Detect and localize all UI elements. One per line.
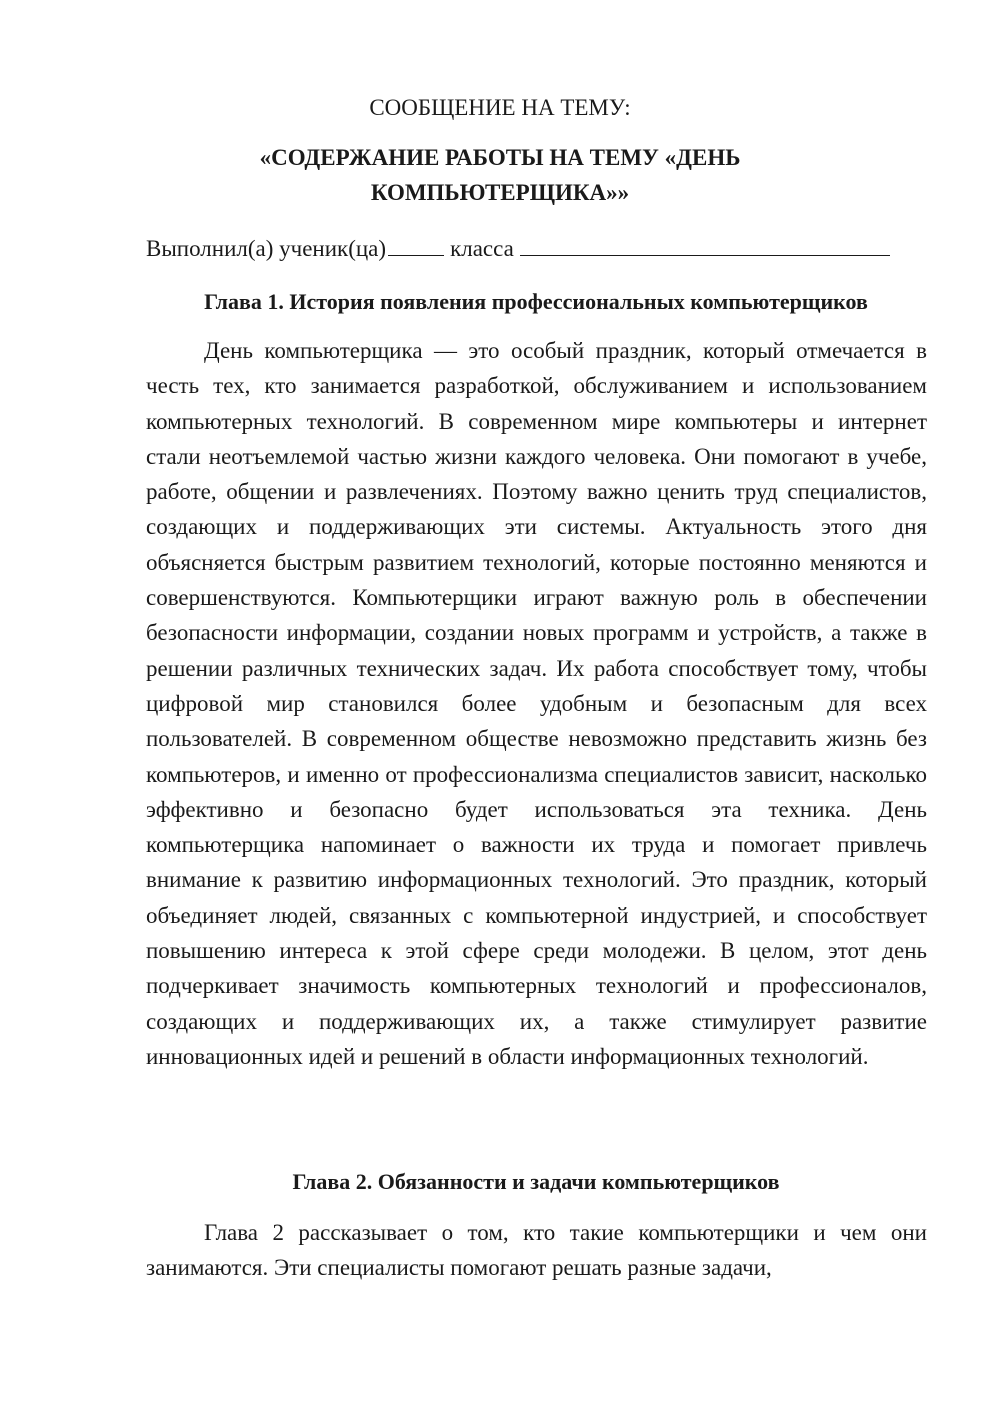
chapter-1-heading: Глава 1. История появления профессиональных компьютерщиков: [204, 289, 868, 314]
chapter-2-paragraph: Глава 2 рассказывает о том, кто такие компьютерщики и чем они занимаются. Эти специалисты помогают решать разные задачи,: [146, 1220, 927, 1281]
author-prefix: Выполнил(а) ученик(ца): [146, 236, 387, 261]
document-type-line: СООБЩЕНИЕ НА ТЕМУ:: [369, 95, 631, 120]
document-title-line-2: КОМПЬЮТЕРЩИКА»»: [370, 180, 630, 205]
name-blank-field[interactable]: [520, 233, 890, 256]
document-title-line-1: «СОДЕРЖАНИЕ РАБОТЫ НА ТЕМУ «ДЕНЬ: [259, 145, 741, 170]
chapter-1-paragraph: День компьютерщика — это особый праздник, который отмечается в честь тех, кто занимается разработкой, обслуживанием и использованием компьютерных технологий. В современном мире компьютеры и интернет стали неотъемлемой частью жизни каждого человека. Они помогают в учебе, работе, общении и развлечениях. Поэтому важно ценить труд специалистов, создающих и поддерживающих эти системы. Актуальность этого дня объясняется быстрым развитием технологий, которые постоянно меняются и совершенствуются. Компьютерщики играют важную роль в обеспечении безопасности информации, создании новых программ и устройств, а также в решении различных технических задач. Их работа способствует тому, чтобы цифровой мир становился более удобным и безопасным для всех пользователей. В современном обществе невозможно представить жизнь без компьютеров, и именно от профессионализма специалистов зависит, насколько эффективно и безопасно будет использоваться эта техника. День компьютерщика напоминает о важности их труда и помогает привлечь внимание к развитию информационных технологий. Это праздник, который объединяет людей, связанных с компьютерной индустрией, и способствует повышению интереса к этой сфере среди молодежи. В целом, этот день подчеркивает значимость компьютерных технологий и профессионалов, создающих и поддерживающих их, а также стимулирует развитие инновационных идей и решений в области информационных технологий.: [146, 338, 927, 1069]
author-line: [146, 233, 926, 264]
grade-blank-field[interactable]: [388, 233, 444, 256]
chapter-2-heading: Глава 2. Обязанности и задачи компьютерщиков: [292, 1169, 780, 1194]
class-label: класса: [450, 236, 514, 261]
